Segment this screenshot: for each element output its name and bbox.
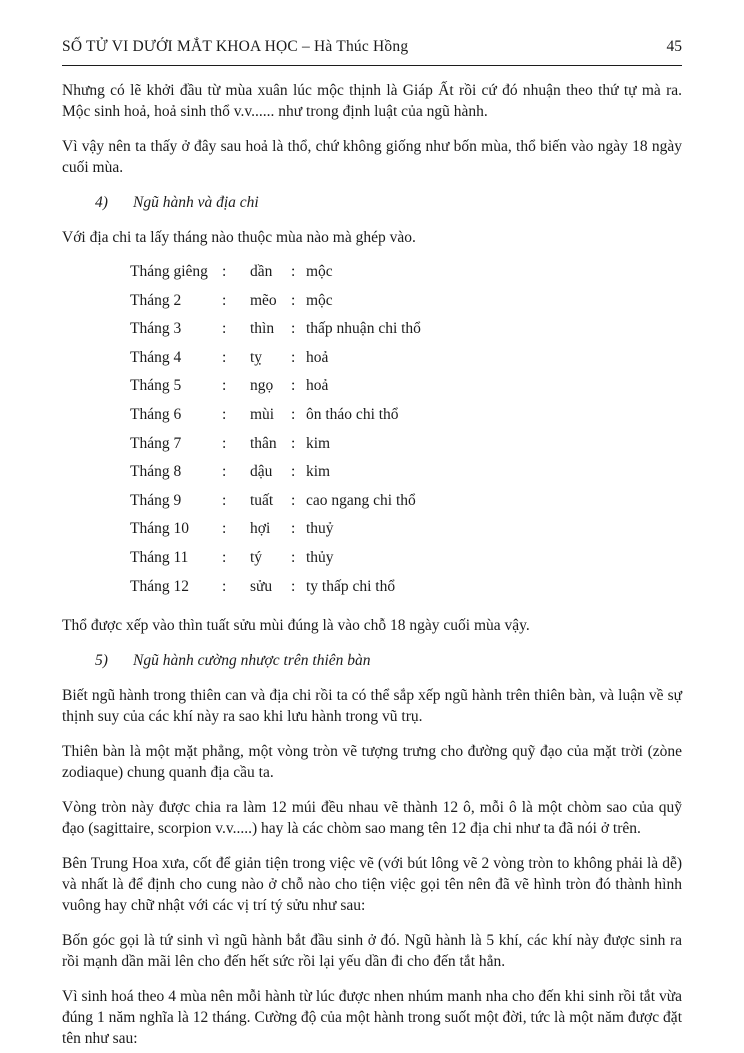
element-cell: hoả [306, 348, 329, 366]
branch-cell: tý [250, 548, 263, 566]
colon-separator: : [291, 577, 296, 595]
element-cell: mộc [306, 291, 333, 309]
colon-separator: : [222, 377, 227, 395]
month-table [130, 258, 682, 601]
branch-cell: thìn [250, 320, 275, 338]
table-row [130, 315, 682, 344]
branch-cell: dần [250, 263, 273, 280]
month-cell: Tháng 6 [130, 405, 182, 423]
element-cell: cao ngang chi thổ [306, 491, 416, 509]
colon-separator: : [222, 548, 227, 566]
element-cell: kim [306, 434, 331, 452]
month-cell: Tháng 10 [130, 520, 189, 538]
table-row [130, 458, 682, 487]
colon-separator: : [222, 320, 227, 338]
page-number: 45 [666, 38, 682, 55]
month-cell: Tháng 8 [130, 463, 182, 481]
month-cell: Tháng 12 [130, 577, 189, 595]
colon-separator: : [291, 520, 296, 538]
paragraph: Bốn góc gọi là tứ sinh vì ngũ hành bắt đầu sinh ở đó. Ngũ hành là 5 khí, các khí này được sinh ra rồi mạnh dần mãi lên cho đến hết sức rồi lại yếu dần đi cho đến tắt hẳn. [62, 932, 682, 971]
element-cell: kim [306, 463, 331, 481]
table-row [130, 430, 682, 459]
section-heading-4 [62, 192, 682, 213]
colon-separator: : [222, 520, 227, 538]
colon-separator: : [222, 291, 227, 309]
table-row [130, 573, 682, 602]
element-cell: ty thấp chi thổ [306, 577, 396, 595]
header-rule [62, 65, 682, 66]
colon-separator: : [291, 548, 296, 566]
table-row [130, 258, 682, 287]
colon-separator: : [222, 263, 227, 280]
section-heading-5 [62, 650, 682, 671]
element-cell: thấp nhuận chi thổ [306, 320, 421, 338]
paragraph: Vì vậy nên ta thấy ở đây sau hoả là thổ, chứ không giống như bốn mùa, thổ biến vào ngày 18 ngày cuối mùa. [62, 138, 682, 176]
table-row [130, 544, 682, 573]
element-cell: hoả [306, 377, 329, 395]
paragraph: Vì sinh hoá theo 4 mùa nên mỗi hành từ lúc được nhen nhúm manh nha cho đến khi sinh rồi tắt vừa đúng 1 năm nghĩa là 12 tháng. Cường độ của một hành trong suốt một đời, tức là một năm được đặt tên như sau: [62, 988, 682, 1048]
month-cell: Tháng 9 [130, 491, 182, 509]
paragraph: Nhưng có lẽ khởi đầu từ mùa xuân lúc mộc thịnh là Giáp Ất rồi cứ đó nhuận theo thứ tự mà ra. Mộc sinh hoả, hoả sinh thổ v.v...... như trong định luật của ngũ hành. [62, 82, 682, 120]
table-row [130, 372, 682, 401]
paragraph: Thổ được xếp vào thìn tuất sửu mùi đúng là vào chỗ 18 ngày cuối mùa vậy. [62, 617, 530, 635]
section-title: Ngũ hành cường nhược trên thiên bàn [133, 652, 371, 670]
colon-separator: : [222, 405, 227, 423]
table-row [130, 401, 682, 430]
month-cell: Tháng 7 [130, 434, 182, 452]
paragraph: Với địa chi ta lấy tháng nào thuộc mùa nào mà ghép vào. [62, 229, 416, 246]
colon-separator: : [291, 405, 296, 423]
page-header [62, 36, 682, 57]
section-number: 4) [95, 194, 108, 211]
running-title: SỐ TỬ VI DƯỚI MẮT KHOA HỌC – Hà Thúc Hồng [62, 38, 409, 55]
element-cell: thủy [306, 548, 334, 566]
branch-cell: mùi [250, 405, 275, 423]
colon-separator: : [291, 291, 296, 309]
month-cell: Tháng 5 [130, 377, 182, 395]
branch-cell: thân [250, 434, 277, 452]
table-row [130, 344, 682, 373]
branch-cell: dậu [250, 463, 273, 481]
month-cell: Tháng 11 [130, 548, 189, 566]
colon-separator: : [291, 491, 296, 509]
paragraph: Thiên bàn là một mặt phẳng, một vòng tròn vẽ tượng trưng cho đường quỹ đạo của mặt trời (zòne zodiaque) chung quanh địa cầu ta. [62, 743, 682, 782]
branch-cell: hợi [250, 520, 271, 538]
month-cell: Tháng 2 [130, 291, 182, 309]
month-cell: Tháng giêng [130, 263, 208, 280]
element-cell: mộc [306, 263, 333, 280]
colon-separator: : [291, 434, 296, 452]
month-cell: Tháng 4 [130, 348, 182, 366]
colon-separator: : [222, 577, 227, 595]
colon-separator: : [291, 463, 296, 481]
branch-cell: tỵ [250, 348, 263, 366]
paragraph: Vòng tròn này được chia ra làm 12 múi đều nhau vẽ thành 12 ô, mỗi ô là một chòm sao của quỹ đạo (sagittaire, scorpion v.v.....) hay là các chòm sao mang tên 12 địa chi như ta đã nói ở trên. [62, 799, 682, 838]
branch-cell: sửu [250, 577, 273, 595]
colon-separator: : [222, 463, 227, 481]
section-number: 5) [95, 652, 108, 670]
element-cell: thuỷ [306, 520, 334, 538]
colon-separator: : [222, 348, 227, 366]
paragraph: Biết ngũ hành trong thiên can và địa chi rồi ta có thể sắp xếp ngũ hành trên thiên bàn, và luận về sự thịnh suy của các khí này ra sao khi lưu hành trong vũ trụ. [62, 687, 682, 726]
table-row [130, 287, 682, 316]
paragraph: Bên Trung Hoa xưa, cốt để giản tiện trong việc vẽ (với bút lông vẽ 2 vòng tròn to không phải là dễ) và nhất là để định cho cung nào ở chỗ nào cho tiện việc gọi tên nên đã vẽ hình tròn đó thành hình vuông hay chữ nhật với các vị trí tý sửu như sau: [62, 855, 682, 915]
table-row [130, 487, 682, 516]
colon-separator: : [291, 263, 296, 280]
colon-separator: : [222, 491, 227, 509]
colon-separator: : [222, 434, 227, 452]
element-cell: ôn tháo chi thổ [306, 405, 399, 423]
month-cell: Tháng 3 [130, 320, 182, 338]
colon-separator: : [291, 320, 296, 338]
colon-separator: : [291, 348, 296, 366]
colon-separator: : [291, 377, 296, 395]
branch-cell: tuất [250, 491, 274, 509]
table-row [130, 515, 682, 544]
branch-cell: ngọ [250, 377, 274, 395]
section-title: Ngũ hành và địa chi [133, 194, 259, 211]
branch-cell: mẽo [250, 291, 277, 309]
